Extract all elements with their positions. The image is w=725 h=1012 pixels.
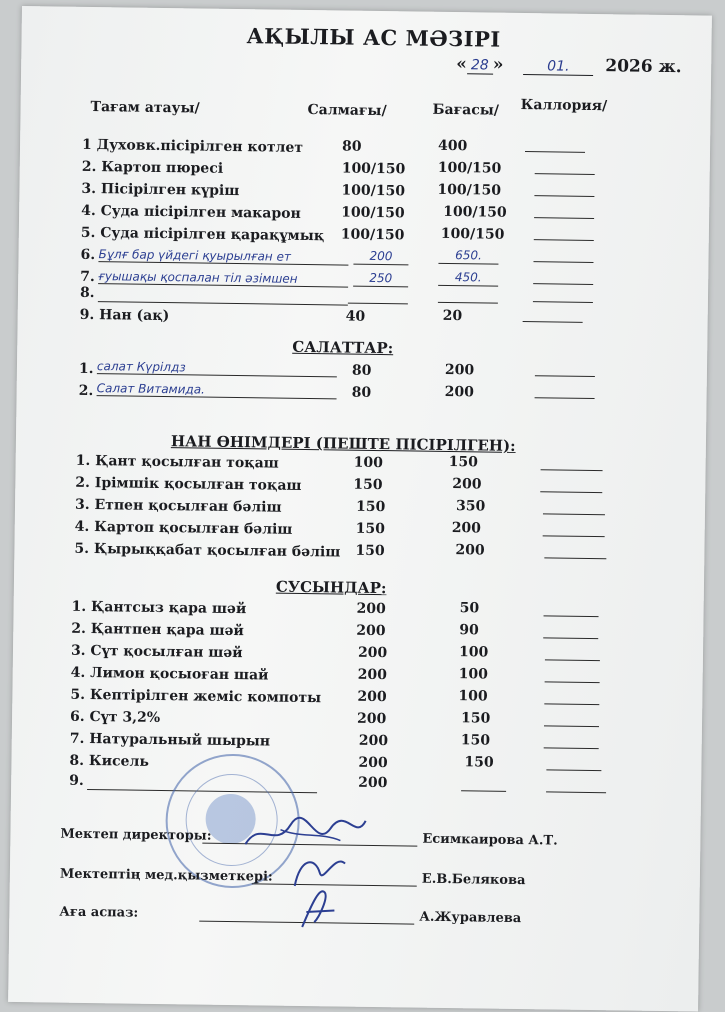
bakery-4-weight: 150 [355,520,386,538]
dish-1-name: 1 Духовк.пісірілген котлет [81,136,304,156]
salad-1-weight: 80 [351,362,372,379]
bakery-3-calories [543,513,605,515]
dish-2-weight: 100/150 [341,160,406,178]
salad-1-calories [535,375,595,377]
dish-2-price: 100/150 [437,159,502,177]
bakery-title: НАН ӨНІМДЕРІ (ПЕШТЕ ПІСІРІЛГЕН): [170,432,516,455]
drink-8-weight: 200 [358,754,388,772]
dish-6-line [98,243,348,265]
bakery-4-calories [543,535,605,537]
date-line [456,54,682,77]
bakery-2-calories [540,491,602,493]
salad-1-hand-name: салат Күрілдз [96,359,186,375]
dish-8-price [438,302,498,304]
chef-person: А.Журавлева [419,909,522,927]
dish-7-num: 7. [80,268,95,286]
page-title: АҚЫЛЫ АС МӘЗІРІ [246,23,501,52]
drink-1-weight: 200 [356,600,386,618]
bakery-5-weight: 150 [355,542,385,560]
salad-2-weight: 80 [351,384,372,401]
dish-2-name: 2. Картоп пюресі [81,158,224,177]
drink-4-calories [545,681,600,683]
dish-3-weight: 100/150 [341,182,406,200]
bakery-5-name: 5. Қырыққабат қосылған бәліш [74,540,341,561]
bakery-4-price: 200 [451,520,482,537]
header-weight: Салмағы/ [307,101,387,120]
dish-7-hand-name: ғуышақы қоспалан тіл әзімшен [98,269,298,286]
dish-9-name: 9. Нан (ақ) [79,306,170,325]
dish-1-weight: 80 [341,138,362,155]
chef-role: Аға аспаз: [59,904,139,921]
drink-5-calories [544,703,599,705]
drink-4-name: 4. Лимон қосыоған шай [70,664,269,684]
drink-3-price: 100 [458,644,489,661]
salad-2-num: 2. [78,382,94,400]
drink-8-name: 8. Кисель [69,752,149,770]
salad-2-hand-name: Салат Витамида. [96,381,206,397]
dish-7-line [98,265,348,287]
drink-7-calories [544,747,599,749]
header-name: Тағам атауы/ [90,98,200,117]
drink-2-name: 2. Қантпен қара шәй [71,620,244,640]
drink-7-weight: 200 [358,732,389,750]
dish-8-num: 8. [79,284,95,302]
dish-7-price [438,266,498,287]
dish-6-weight [353,245,408,266]
bakery-5-calories [544,557,606,559]
dish-6-hand-price: 650. [455,248,483,263]
bakery-1-name: 1. Қант қосылған тоқаш [75,452,279,472]
medical-role: Мектептің мед.қызметкері: [59,866,273,885]
dish-4-calories [534,217,594,219]
dish-8-line [98,301,348,305]
director-role: Мектеп директоры: [60,826,212,844]
header-price: Бағасы/ [432,101,500,119]
drink-2-price: 90 [459,622,479,639]
drink-1-name: 1. Қантсыз қара шәй [71,598,247,618]
drink-5-weight: 200 [357,688,387,706]
bakery-5-price: 200 [455,542,485,559]
drink-2-calories [543,637,598,639]
dish-7-weight [353,267,408,288]
dish-6-hand-weight: 200 [369,248,393,264]
bakery-2-weight: 150 [353,476,383,494]
bakery-2-name: 2. Ірімшік қосылған тоқаш [75,474,302,494]
dish-4-weight: 100/150 [341,204,405,222]
salad-1-num: 1. [78,360,94,378]
dish-1-calories [525,151,585,153]
drink-3-name: 3. Сүт қосылған шәй [70,642,243,662]
drink-9-price [461,790,506,792]
drink-5-name: 5. Кептірілген жеміс компоты [70,686,322,707]
bakery-1-price: 150 [448,454,479,471]
drink-9-calories [546,791,606,793]
bakery-2-price: 200 [452,476,482,493]
dish-6-hand-name: Бұлғ бар үйдегі қуырылған ет [98,247,291,264]
date-month: 01. [523,58,593,76]
medical-person: Е.В.Белякова [421,871,526,889]
salads-title: САЛАТТАР: [292,337,394,358]
date-close-quote: » [492,54,504,75]
dish-3-calories [534,195,594,197]
dish-9-weight: 40 [345,308,366,325]
drink-9-weight: 200 [358,774,388,792]
dish-6-num: 6. [80,246,96,264]
bakery-3-name: 3. Етпен қосылған бәліш [74,496,282,516]
drink-3-calories [545,659,600,661]
drink-4-weight: 200 [357,666,388,684]
salad-1-line [97,355,337,377]
dish-6-price [438,244,498,265]
salad-1-price: 200 [444,361,475,379]
drink-4-price: 100 [458,666,489,683]
drink-6-weight: 200 [356,710,387,728]
dish-8-weight [348,303,408,305]
dish-6-calories [533,261,593,263]
bakery-1-calories [541,469,603,471]
drink-7-price: 150 [460,732,491,749]
dish-5-calories [534,239,594,241]
dish-8-calories [533,301,593,303]
drink-7-name: 7. Натуральный шырын [69,730,271,750]
dish-1-price: 400 [437,137,468,155]
header-calories: Каллория/ [520,96,608,115]
date-day: 28 [467,57,493,74]
dish-3-name: 3. Пісірілген күріш [81,180,240,200]
dish-5-weight: 100/150 [340,226,405,244]
drink-6-name: 6. Сүт 3,2% [69,708,161,726]
dish-4-name: 4. Суда пісірілген макарон [81,202,301,222]
dish-9-calories [523,321,583,323]
drink-5-price: 100 [458,688,488,705]
bakery-1-weight: 100 [353,454,383,472]
bakery-3-weight: 150 [355,498,386,516]
drink-1-price: 50 [459,600,480,617]
dish-4-price: 100/150 [443,203,507,221]
drink-8-calories [546,769,601,771]
drinks-title: СУСЫНДАР: [275,577,387,598]
drink-1-calories [544,615,599,617]
menu-sheet [8,6,712,1012]
dish-7-hand-price: 450. [454,270,482,285]
dish-2-calories [535,173,595,175]
dish-3-price: 100/150 [437,181,502,199]
drink-2-weight: 200 [356,622,386,640]
drink-9-num: 9. [69,772,84,789]
drink-6-calories [544,725,599,727]
drink-6-price: 150 [460,710,491,727]
bakery-4-name: 4. Картоп қосылған бәліш [74,518,293,538]
drink-3-weight: 200 [357,644,388,662]
bakery-3-price: 350 [455,498,486,515]
salad-2-line [97,377,337,399]
chef-signature [294,882,345,933]
dish-9-price: 20 [442,307,463,325]
dish-7-hand-weight: 250 [369,270,393,286]
dish-7-calories [533,283,593,285]
salad-2-price: 200 [444,383,474,401]
drink-8-price: 150 [464,754,494,771]
dish-5-name: 5. Суда пісірілген қарақұмық [80,224,325,245]
dish-5-price: 100/150 [440,225,505,243]
date-open-quote: « [456,54,467,75]
director-person: Есимкаирова А.Т. [422,831,558,849]
date-year: 2026 ж. [605,56,682,78]
salad-2-calories [535,397,595,399]
